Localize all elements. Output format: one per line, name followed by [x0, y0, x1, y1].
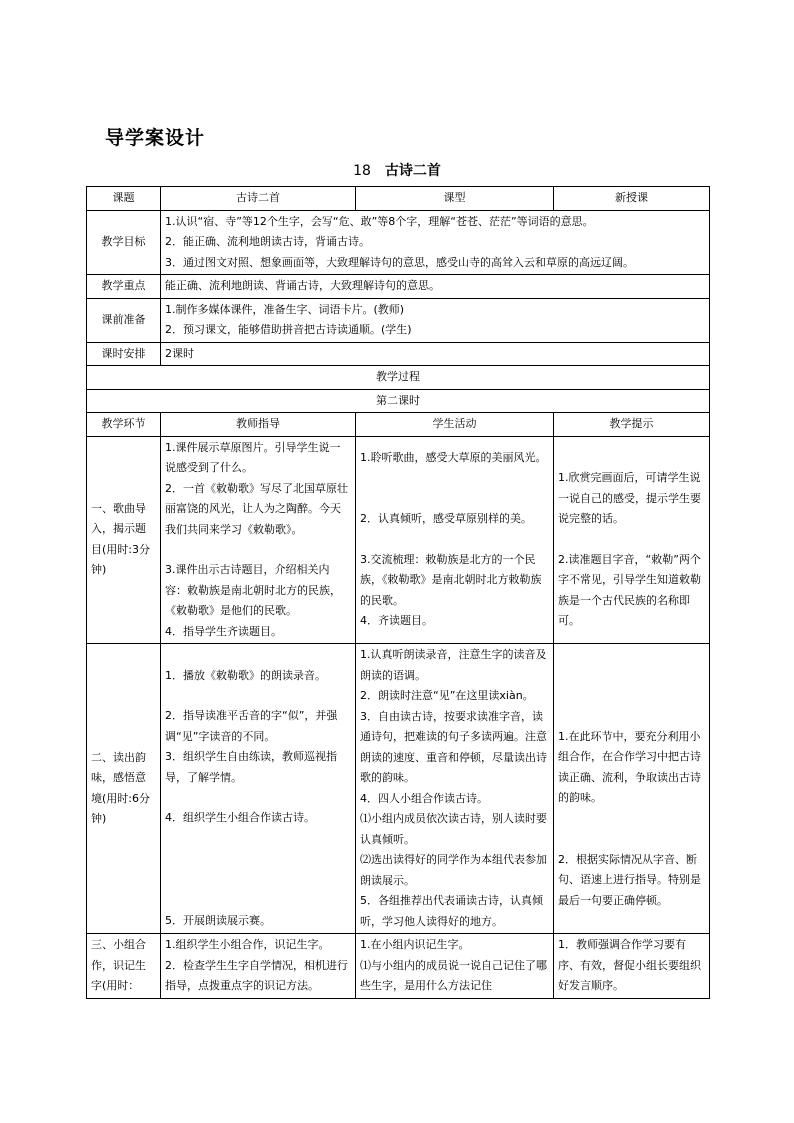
- goals-cell: [161, 210, 710, 275]
- teacher-step: 5．开展朗读展示赛。: [165, 913, 271, 927]
- table-row: [87, 366, 710, 390]
- tips-cell: [554, 436, 710, 644]
- type-label: 课型: [356, 187, 554, 211]
- tip-item: 2．根据实际情况从字音、断句、语速上进行指导。特别是最后一句要正确停顿。: [558, 852, 701, 907]
- spacer: [558, 530, 705, 550]
- type-value: 新授课: [554, 187, 710, 211]
- teacher-step: 1.组织学生小组合作，识记生字。: [165, 938, 330, 951]
- spacer: [558, 448, 705, 468]
- student-step: ⑵选出读得好的同学作为本组代表参加朗读展示。: [360, 853, 547, 887]
- spacer: [558, 809, 705, 850]
- student-step: 3.交流梳理：敕勒族是北方的一个民族，《敕勒歌》是南北朝时北方敕勒族的民歌。: [360, 552, 542, 607]
- lesson-name: 古诗二首: [384, 163, 441, 179]
- student-cell: [356, 644, 554, 934]
- student-step: 1.认真听朗读录音，注意生字的读音及朗读的语调。: [360, 648, 547, 682]
- period-title: 第二课时: [87, 389, 710, 413]
- goal-item: 2．能正确、流利地朗读古诗，背诵古诗。: [165, 235, 370, 248]
- header-row: [87, 413, 710, 437]
- table-row: [87, 342, 710, 366]
- stage-cell: 三、小组合作，识记生字(用时：: [87, 934, 161, 999]
- spacer: [360, 468, 549, 509]
- spacer: [165, 788, 351, 808]
- teacher-step: 2．一首《敕勒歌》写尽了北国草原壮丽富饶的风光，让人为之陶醉。今天我们共同来学习《敕勒歌》。: [165, 481, 348, 536]
- tip-item: 1.欣赏完画面后，可请学生说一说自己的感受，提示学生要说完整的话。: [558, 471, 701, 525]
- column-header: 学生活动: [356, 413, 554, 437]
- course-label: 课题: [87, 187, 161, 211]
- teacher-cell: [161, 934, 356, 999]
- teacher-step: 2．指导读准平舌音的字“似”，并强调“见”字读音的不同。: [165, 709, 338, 743]
- table-row: [87, 275, 710, 299]
- goal-item: 3．通过图文对照、想象画面等，大致理解诗句的意思，感受山寺的高耸入云和草原的高远辽阔。: [165, 255, 634, 269]
- teacher-step: 3．组织学生自由练读，教师巡视指导，了解学情。: [165, 750, 337, 784]
- prep-item: 1.制作多媒体课件，准备生字、词语卡片。(教师): [165, 302, 405, 316]
- process-title: 教学过程: [87, 366, 710, 390]
- stage-cell: 一、歌曲导入，揭示题目(用时:3分钟): [87, 436, 161, 644]
- table-row: [87, 436, 710, 644]
- spacer: [558, 707, 705, 727]
- table-row: [87, 644, 710, 934]
- prep-cell: [161, 298, 710, 342]
- focus-label: 教学重点: [87, 275, 161, 299]
- teacher-step: 3.课件出示古诗题目，介绍相关内容：敕勒族是南北朝时北方的民族，《敕勒歌》是他们的民歌。: [165, 563, 341, 617]
- lesson-title: [0, 160, 794, 180]
- hours-value: 2课时: [161, 342, 710, 366]
- prep-item: 2．预习课文，能够借助拼音把古诗读通顺。(学生): [165, 323, 412, 336]
- student-step: 5．各组推荐出代表诵读古诗，认真倾听，学习他人读得好的地方。: [360, 894, 543, 928]
- student-step: 1.聆听歌曲，感受大草原的美丽风光。: [360, 450, 547, 464]
- teacher-step: 1.课件展示草原图片。引导学生说一说感受到了什么。: [165, 440, 341, 474]
- spacer: [360, 530, 549, 550]
- table-row: [87, 298, 710, 342]
- student-step: ⑴与小组内的成员说一说自己记住了哪些生字，是用什么方法记住: [360, 958, 547, 992]
- tips-cell: [554, 644, 710, 934]
- table-row: [87, 934, 710, 999]
- teacher-step: 1．播放《敕勒歌》的朗读录音。: [165, 668, 326, 682]
- focus-value: 能正确、流利地朗读、背诵古诗，大致理解诗句的意思。: [161, 275, 710, 299]
- course-value: 古诗二首: [161, 187, 356, 211]
- hours-label: 课时安排: [87, 342, 161, 366]
- spacer: [165, 829, 351, 870]
- student-step: 2．朗读时注意“见”在这里读xiàn。: [360, 689, 534, 702]
- stage-cell: 二、读出韵味，感悟意境(用时:6分钟): [87, 644, 161, 934]
- table-row: [87, 210, 710, 275]
- spacer: [165, 686, 351, 706]
- column-header: 教学提示: [554, 413, 710, 437]
- student-cell: [356, 934, 554, 999]
- student-step: 3．自由读古诗，按要求读准字音，读通诗句，把难读的句子多读两遍。注意朗读的速度、重音和停顿，尽量读出诗歌的韵味。: [360, 709, 547, 784]
- student-cell: [356, 436, 554, 644]
- lesson-plan-table: [86, 186, 710, 999]
- lesson-number: 18: [353, 163, 371, 179]
- student-step: 2．认真倾听，感受草原别样的美。: [360, 512, 532, 526]
- table-row: [87, 389, 710, 413]
- spacer: [558, 666, 705, 707]
- teacher-step: 4．指导学生齐读题目。: [165, 624, 282, 638]
- tips-cell: [554, 934, 710, 999]
- student-step: ⑴小组内成员依次读古诗，别人读时要认真倾听。: [360, 812, 547, 846]
- teacher-step: 2．检查学生生字自学情况，相机进行指导，点拨重点字的识记方法。: [165, 958, 348, 992]
- student-step: 4．齐读题目。: [360, 614, 433, 628]
- tip-item: 1．教师强调合作学习要有序、有效，督促小组长要组织好发言顺序。: [558, 938, 701, 992]
- teacher-cell: [161, 644, 356, 934]
- tip-item: 2.读准题目字音，“敕勒”两个字不常见，引导学生知道敕勒族是一个古代民族的名称即可。: [558, 552, 701, 627]
- spacer: [165, 646, 351, 666]
- column-header: 教学环节: [87, 413, 161, 437]
- spacer: [165, 870, 351, 911]
- student-step: 1.在小组内识记生字。: [360, 938, 470, 951]
- goal-item: 1.认识“宿、寺”等12个生字，会写“危、敢”等8个字，理解“苍苍、茫茫”等词语的意思。: [165, 214, 594, 228]
- spacer: [165, 540, 351, 560]
- teacher-step: 4．组织学生小组合作读古诗。: [165, 811, 315, 825]
- table-row: [87, 187, 710, 211]
- document-title: 导学案设计: [105, 127, 206, 149]
- tip-item: 1.在此环节中，要充分利用小组合作，在合作学习中把古诗读正确、流利，争取读出古诗的韵味。: [558, 729, 701, 805]
- student-step: 4．四人小组合作读古诗。: [360, 791, 488, 805]
- goals-label: 教学目标: [87, 210, 161, 275]
- teacher-cell: [161, 436, 356, 644]
- column-header: 教师指导: [161, 413, 356, 437]
- prep-label: 课前准备: [87, 298, 161, 342]
